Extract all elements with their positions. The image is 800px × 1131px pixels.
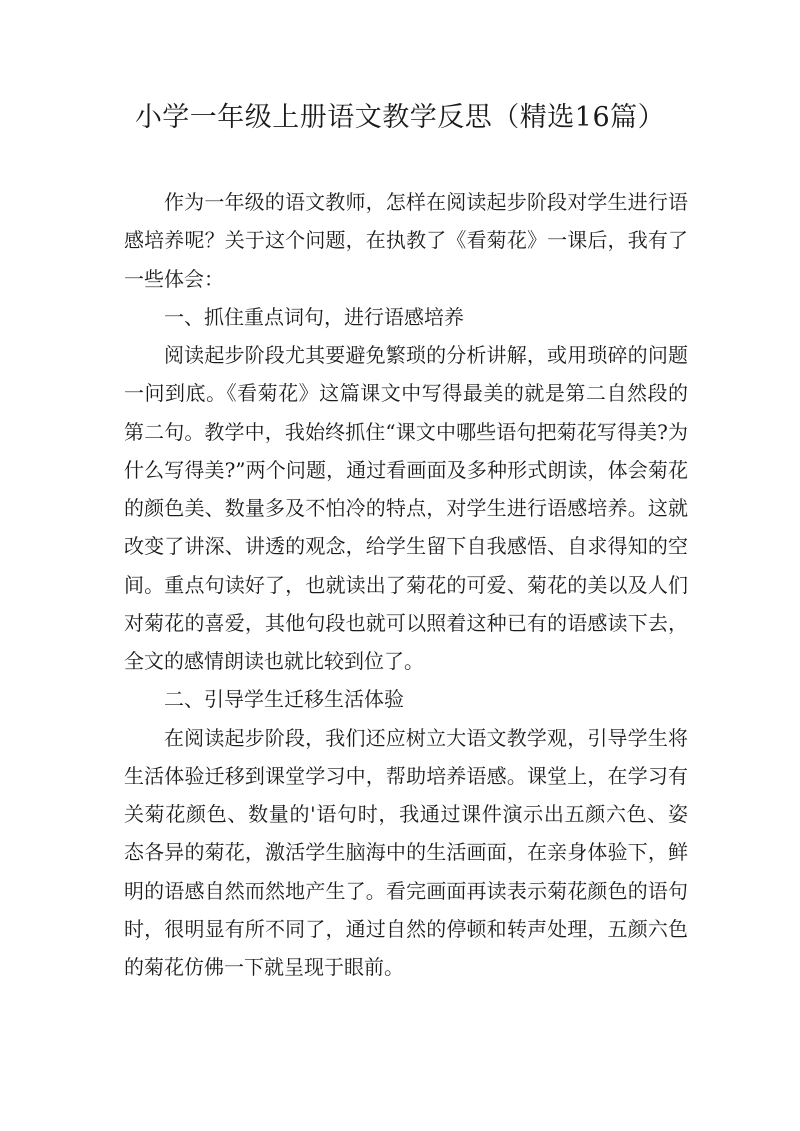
section-1-paragraph: 阅读起步阶段尤其要避免繁琐的分析讲解，或用琐碎的问题一问到底。《看菊花》这篇课文中写得最美的就是第二自然段的第二句。教学中，我始终抓住“课文中哪些语句把菊花写得美?为什么写得美?”两个问题，通过看画面及多种形式朗读，体会菊花的颜色美、数量多及不怕冷的特点，对学生进行语感培养。这就改变了讲深、讲透的观念，给学生留下自我感悟、自求得知的空间。重点句读好了，也就读出了菊花的可爱、菊花的美以及人们对菊花的喜爱，其他句段也就可以照着这种已有的语感读下去，全文的感情朗读也就比较到位了。 [124, 343, 688, 673]
section-heading-1: 一、抓住重点词句，进行语感培养 [164, 304, 464, 329]
document-title: 小学一年级上册语文教学反思（精选16篇） [134, 102, 666, 133]
section-2-paragraph: 在阅读起步阶段，我们还应树立大语文教学观，引导学生将生活体验迁移到课堂学习中，帮助培养语感。课堂上，在学习有关菊花颜色、数量的'语句时，我通过课件演示出五颜六色、姿态各异的菊花，激活学生脑海中的生活画面，在亲身体验下，鲜明的语感自然而然地产生了。看完画面再读表示菊花颜色的语句时，很明显有所不同了，通过自然的停顿和转声处理，五颜六色的菊花仿佛一下就呈现于眼前。 [124, 725, 688, 979]
document-body [124, 183, 688, 986]
section-heading-2: 二、引导学生迁移生活体验 [164, 687, 404, 712]
intro-paragraph: 作为一年级的语文教师，怎样在阅读起步阶段对学生进行语感培养呢？关于这个问题，在执教了《看菊花》一课后，我有了一些体会： [124, 190, 688, 291]
